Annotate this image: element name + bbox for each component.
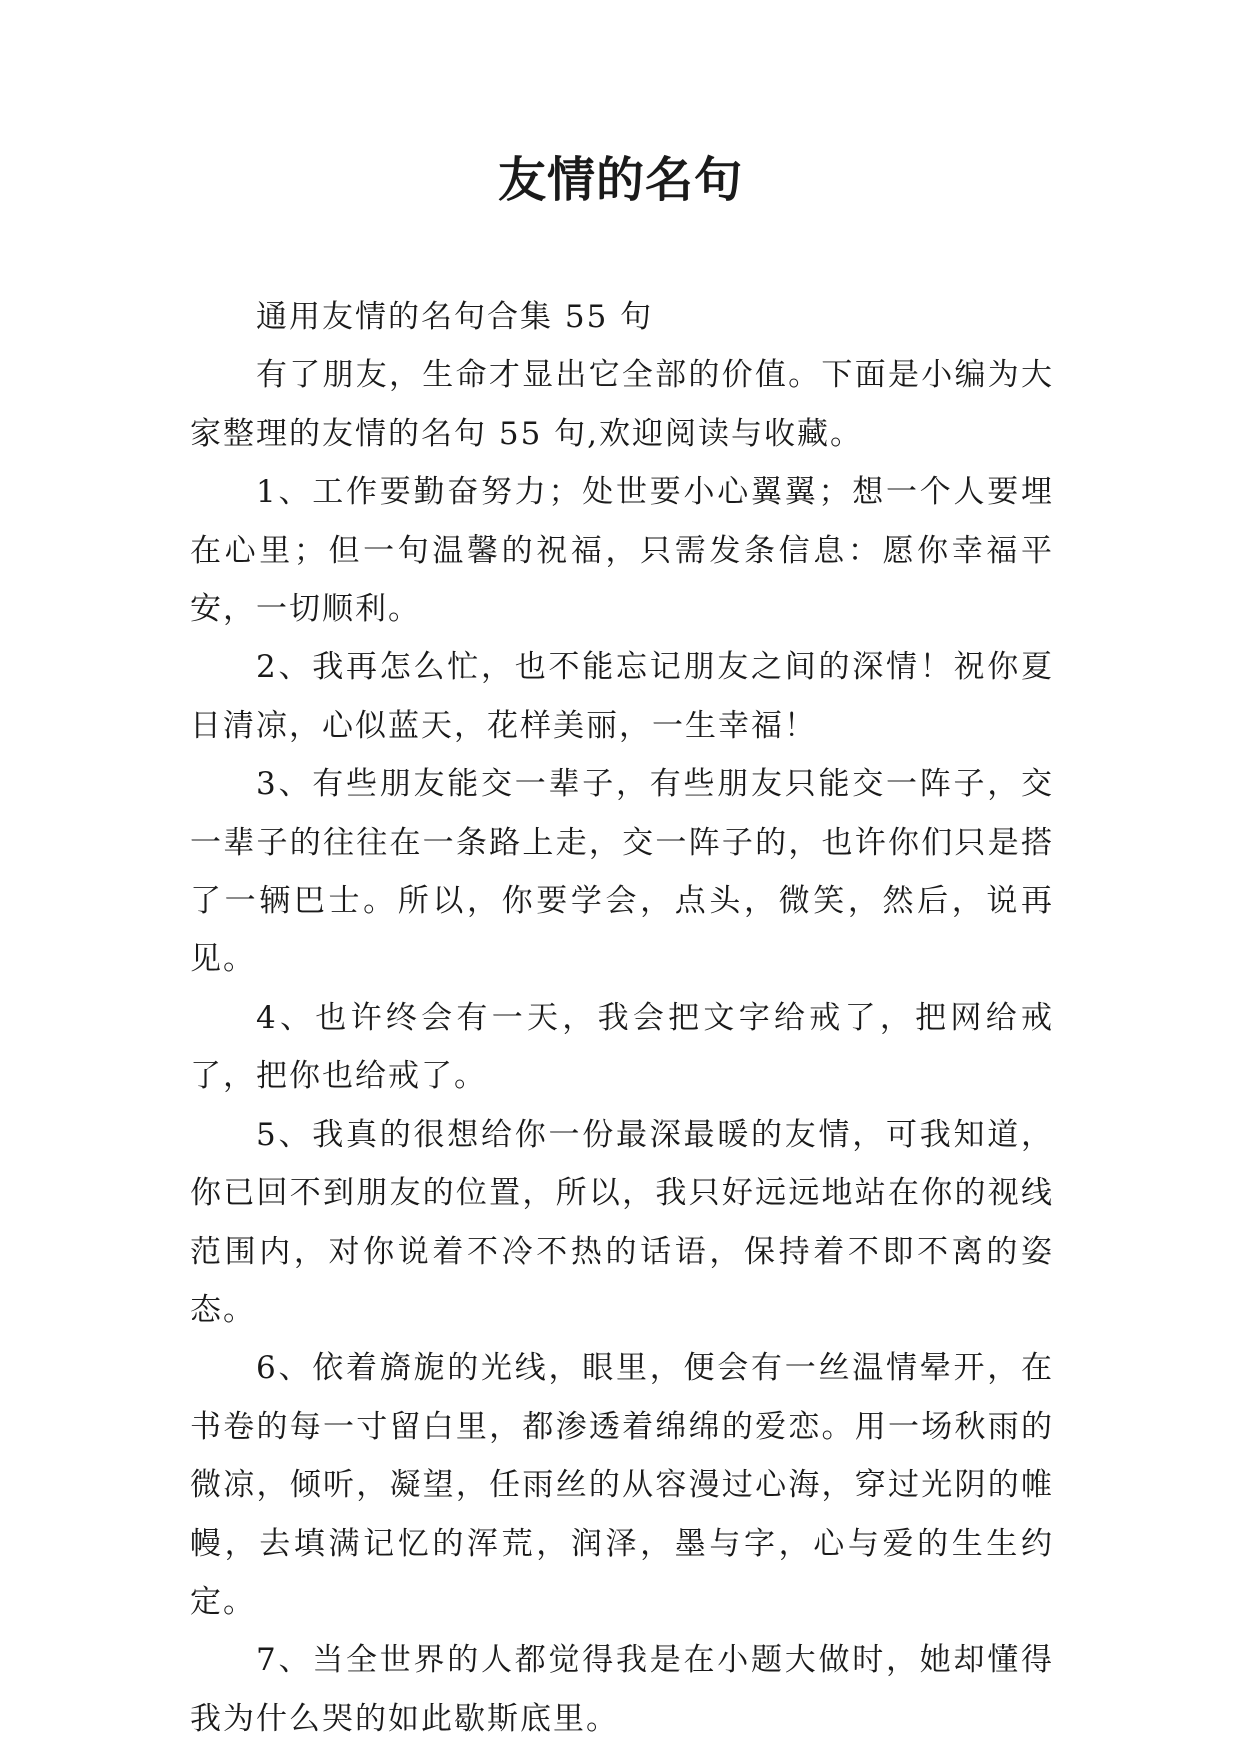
quote-paragraph-7: 7、当全世界的人都觉得我是在小题大做时，她却懂得我为什么哭的如此歇斯底里。 [190,1642,1054,1737]
subtitle-paragraph: 通用友情的名句合集 55 句 [256,299,654,335]
document-body [190,288,1054,1748]
page-title: 友情的名句 [497,152,743,208]
quote-paragraph-6: 6、依着旖旎的光线，眼里，便会有一丝温情晕开，在书卷的每一寸留白里，都渗透着绵绵的爱恋。用一场秋雨的微凉，倾听，凝望，任雨丝的从容漫过心海，穿过光阴的帷幔，去填满记忆的浑荒，润泽，墨与字，心与爱的生生约定。 [190,1350,1054,1620]
quote-paragraph-1: 1、工作要勤奋努力；处世要小心翼翼；想一个人要埋在心里；但一句温馨的祝福，只需发条信息：愿你幸福平安，一切顺利。 [190,474,1054,628]
quote-paragraph-5: 5、我真的很想给你一份最深最暖的友情，可我知道，你已回不到朋友的位置，所以，我只好远远地站在你的视线范围内，对你说着不冷不热的话语，保持着不即不离的姿态。 [190,1116,1054,1328]
quote-paragraph-4: 4、也许终会有一天，我会把文字给戒了，把网给戒了，把你也给戒了。 [190,999,1054,1095]
quote-paragraph-3: 3、有些朋友能交一辈子，有些朋友只能交一阵子，交一辈子的往往在一条路上走，交一阵子的，也许你们只是搭了一辆巴士。所以，你要学会，点头，微笑，然后，说再见。 [190,766,1054,978]
intro-paragraph: 有了朋友，生命才显出它全部的价值。下面是小编为大家整理的友情的名句 55 句,欢迎阅读与收藏。 [190,357,1054,452]
quote-paragraph-2: 2、我再怎么忙，也不能忘记朋友之间的深情！祝你夏日清凉，心似蓝天，花样美丽，一生幸福！ [190,649,1054,744]
